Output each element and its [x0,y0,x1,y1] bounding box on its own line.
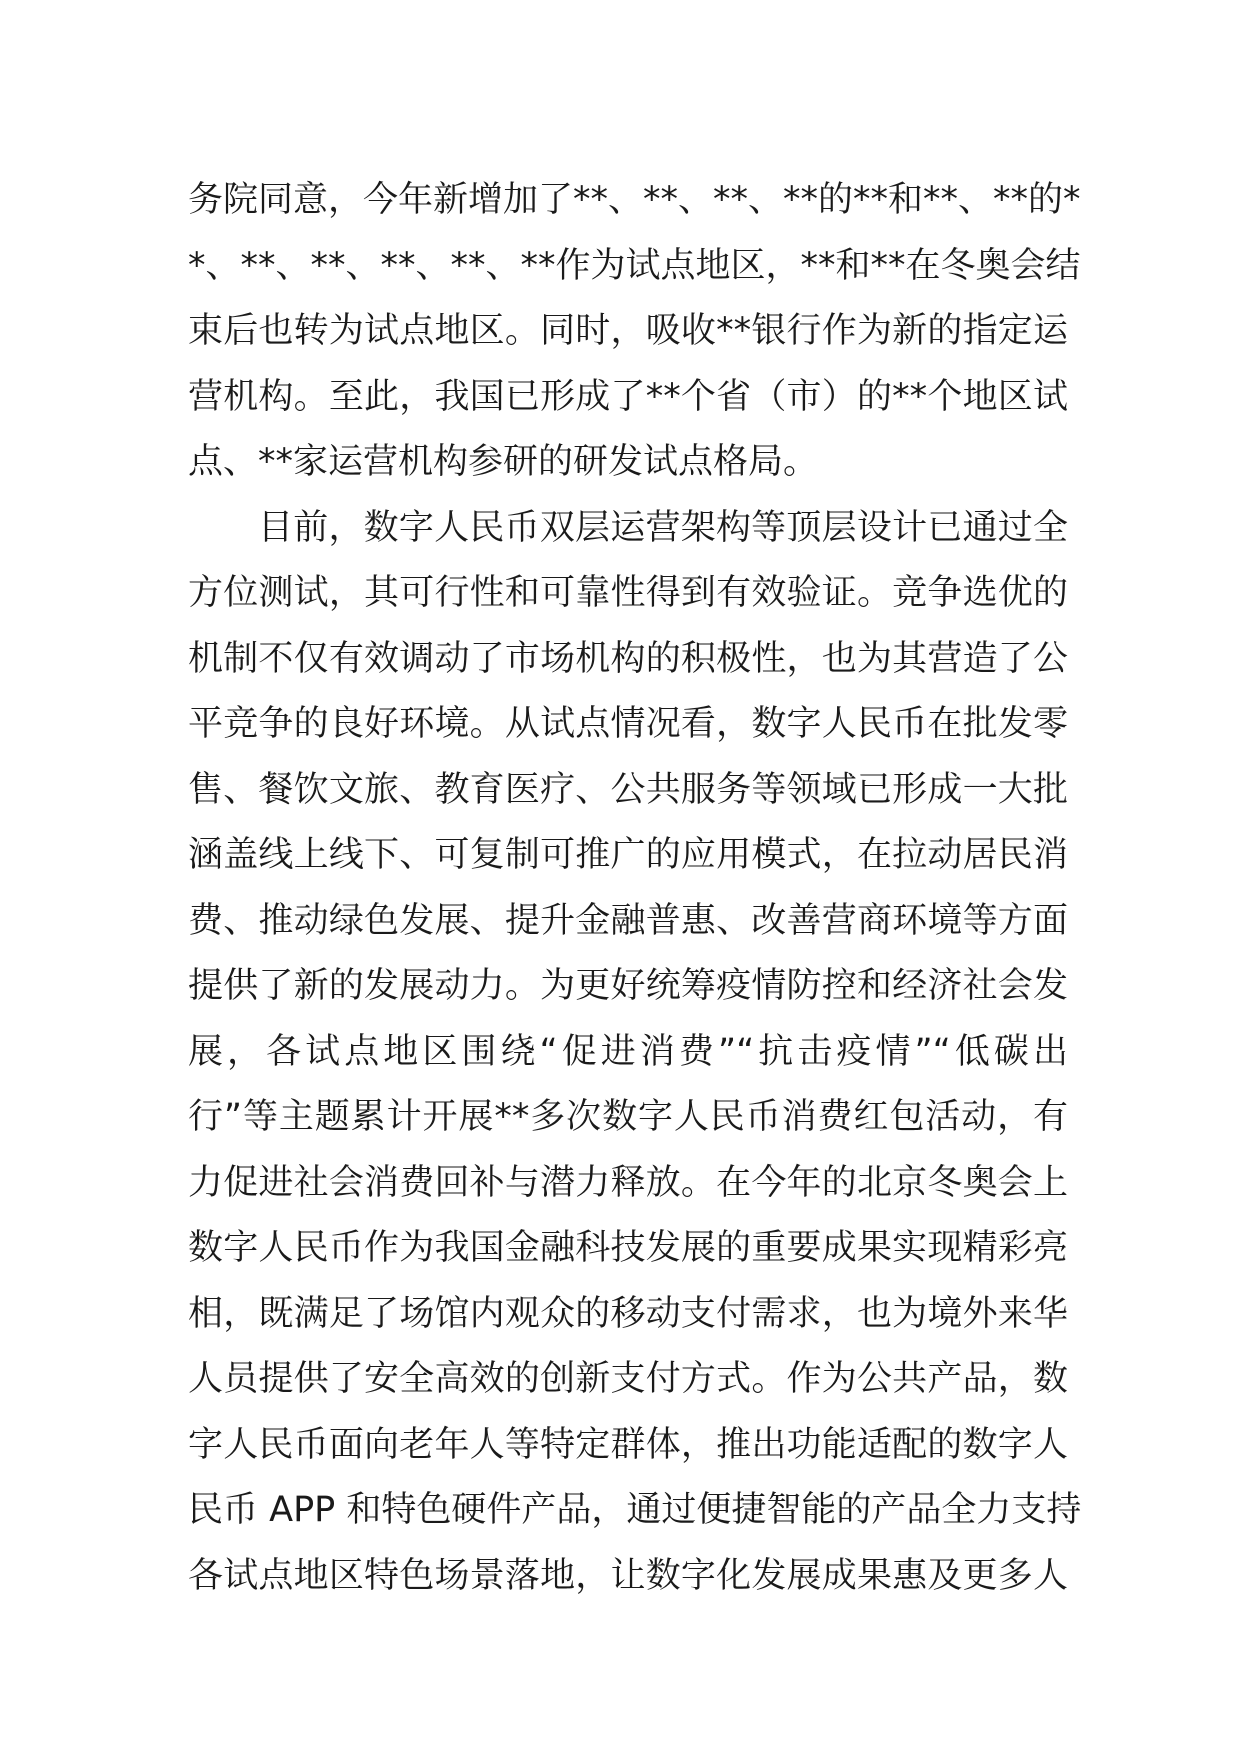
paragraph-1-continued [188,168,1081,496]
text-line: 务院同意，今年新增加了**、**、**、**的**和**、**的* [188,180,1081,220]
text-line: 费、推动绿色发展、提升金融普惠、改善营商环境等方面 [188,900,1068,941]
text-line: 目前，数字人民币双层运营架构等顶层设计已通过全 [258,507,1068,548]
text-line: 相，既满足了场馆内观众的移动支付需求，也为境外来华 [188,1293,1068,1334]
text-line: 平竞争的良好环境。从试点情况看，数字人民币在批发零 [188,704,1068,744]
text-line: 字人民币面向老年人等特定群体，推出功能适配的数字人 [188,1424,1068,1465]
document-page [188,168,1082,1609]
text-line: 售、餐饮文旅、教育医疗、公共服务等领域已形成一大批 [188,769,1068,810]
text-line: 机制不仅有效调动了市场机构的积极性，也为其营造了公 [188,638,1068,679]
text-line: 人员提供了安全高效的创新支付方式。作为公共产品，数 [188,1359,1068,1399]
text-line: 提供了新的发展动力。为更好统筹疫情防控和经济社会发 [188,966,1068,1006]
text-line: 点、**家运营机构参研的研发试点格局。 [188,442,819,482]
paragraph-2 [188,496,1082,1610]
text-line: 力促进社会消费回补与潜力释放。在今年的北京冬奥会上 [188,1162,1068,1203]
text-line: 营机构。至此，我国已形成了**个省（市）的**个地区试 [188,376,1068,417]
text-line: *、**、**、**、**、**作为试点地区，**和**在冬奥会结 [188,245,1081,286]
text-line: 数字人民币作为我国金融科技发展的重要成果实现精彩亮 [188,1228,1068,1268]
text-line: 展，各试点地区围绕“促进消费”“抗击疫情”“低碳出 [188,1031,1068,1072]
text-line: 各试点地区特色场景落地，让数字化发展成果惠及更多人 [188,1555,1068,1596]
text-line: 束后也转为试点地区。同时，吸收**银行作为新的指定运 [188,311,1068,351]
text-line: 民币 APP 和特色硬件产品，通过便捷智能的产品全力支持 [188,1490,1082,1530]
text-line: 方位测试，其可行性和可靠性得到有效验证。竞争选优的 [188,573,1068,613]
text-line: 涵盖线上线下、可复制可推广的应用模式，在拉动居民消 [188,835,1068,875]
text-line: 行”等主题累计开展**多次数字人民币消费红包活动，有 [188,1097,1068,1137]
